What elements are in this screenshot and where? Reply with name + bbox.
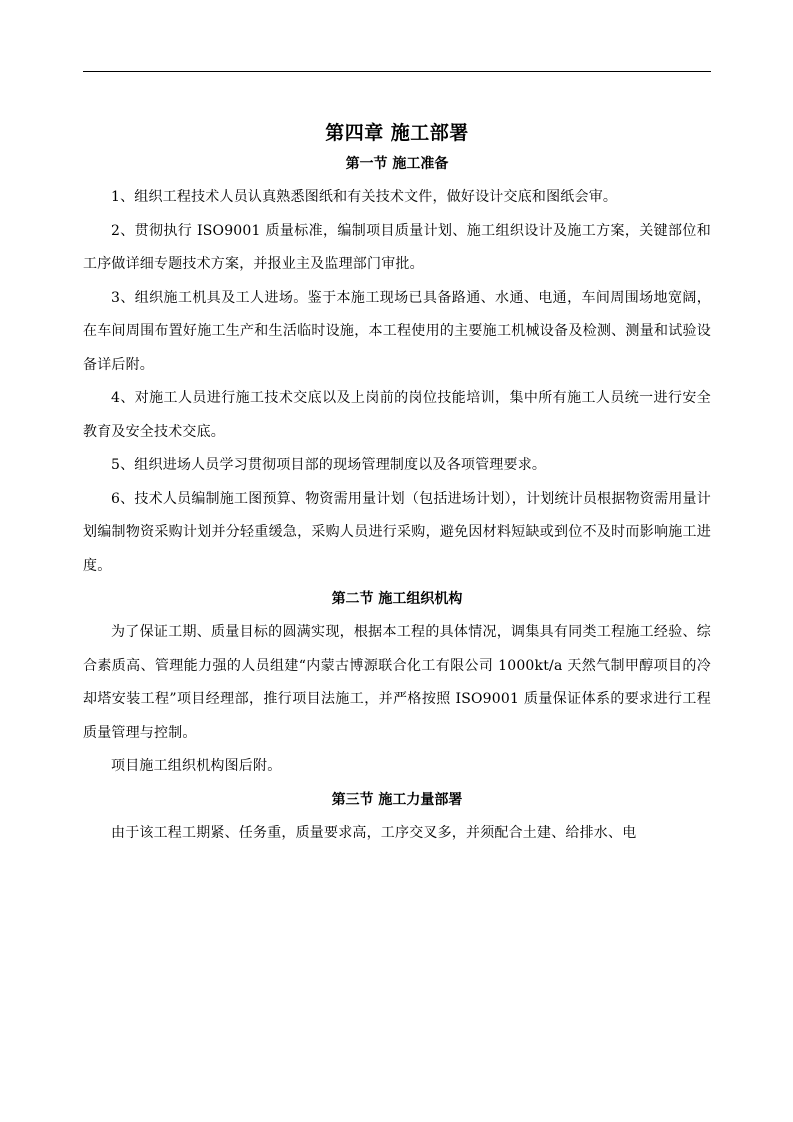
paragraph: 项目施工组织机构图后附。 (111, 758, 282, 774)
paragraph: 3、组织施工机具及工人进场。鉴于本施工现场已具备路通、水通、电通，车间周围场地宽阔，在车间周围布置好施工生产和生活临时设施，本工程使用的主要施工机械设备及检测、测量和试验设备详后附。 (83, 289, 711, 373)
document-body (83, 118, 711, 850)
section-title-1: 第一节 施工准备 (345, 156, 449, 172)
section-title-2: 第二节 施工组织机构 (331, 591, 463, 607)
paragraph: 4、对施工人员进行施工技术交底以及上岗前的岗位技能培训，集中所有施工人员统一进行安全教育及安全技术交底。 (83, 390, 711, 440)
paragraph: 为了保证工期、质量目标的圆满实现，根据本工程的具体情况，调集具有同类工程施工经验、综合素质高、管理能力强的人员组建“内蒙古博源联合化工有限公司 1000kt/a 天然气制甲醇项目的冷却塔安装工程”项目经理部，推行项目法施工，并严格按照 ISO9001 质量保证体系的要求进行工程质量管理与控制。 (83, 624, 711, 741)
paragraph: 6、技术人员编制施工图预算、物资需用量计划（包括进场计划），计划统计员根据物资需用量计划编制物资采购计划并分轻重缓急，采购人员进行采购，避免因材料短缺或到位不及时而影响施工进度。 (83, 490, 711, 574)
paragraph: 2、贯彻执行 ISO9001 质量标准，编制项目质量计划、施工组织设计及施工方案，关键部位和工序做详细专题技术方案，并报业主及监理部门审批。 (83, 222, 711, 272)
header-rule (83, 71, 711, 72)
section-title-3: 第三节 施工力量部署 (331, 791, 463, 808)
chapter-title: 第四章 施工部署 (325, 122, 469, 144)
paragraph: 1、组织工程技术人员认真熟悉图纸和有关技术文件，做好设计交底和图纸会审。 (111, 189, 618, 205)
paragraph: 5、组织进场人员学习贯彻项目部的现场管理制度以及各项管理要求。 (111, 457, 547, 473)
paragraph: 由于该工程工期紧、任务重，质量要求高，工序交叉多，并须配合土建、给排水、电 (111, 824, 637, 841)
